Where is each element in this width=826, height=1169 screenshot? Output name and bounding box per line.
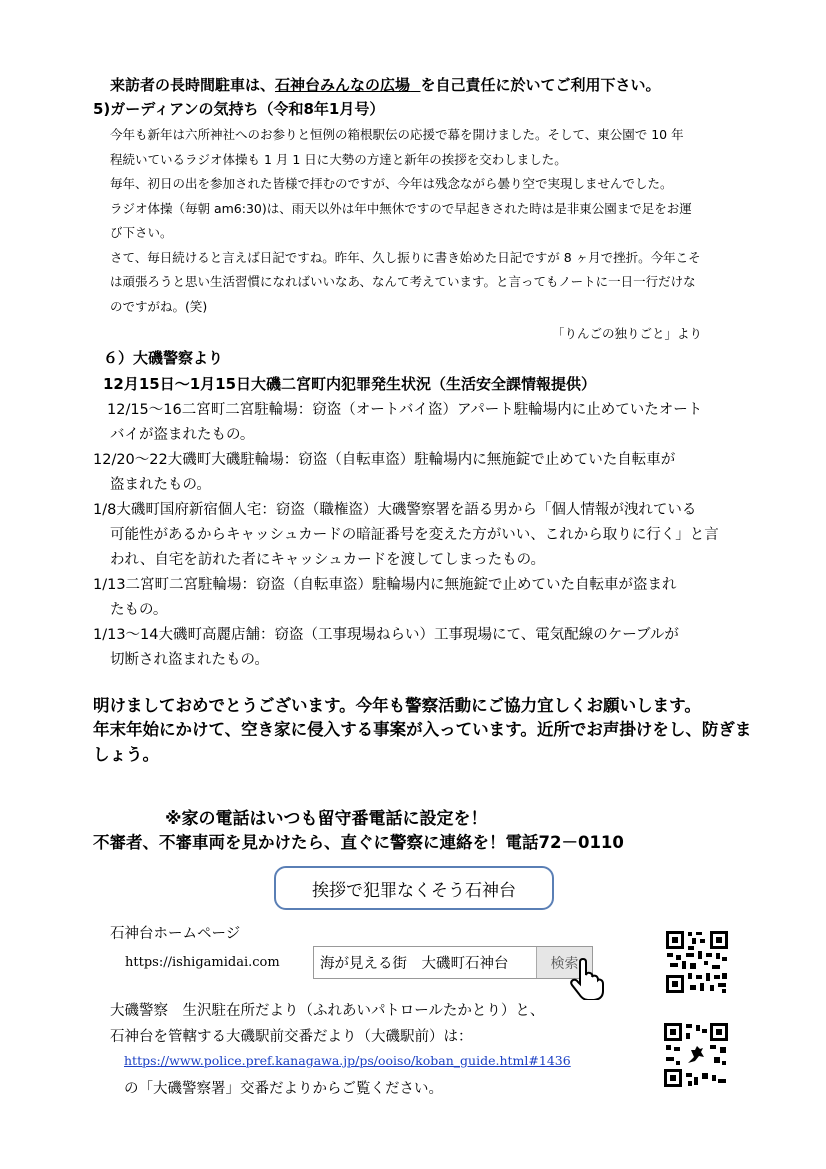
crime-line: われ、自宅を訪れた者にキャッシュカードを渡してしまったもの。 <box>110 552 545 568</box>
koban-guide-link[interactable]: https://www.police.pref.kanagawa.jp/ps/ooiso/koban_guide.html#1436 <box>124 1053 571 1068</box>
police-heading: ６）大磯警察より <box>103 349 224 367</box>
guardian-line: 毎年、初日の出を参加された皆様で拝むのですが、今年は残念ながら曇り空で実現しませんでした。 <box>110 176 673 191</box>
guardian-body <box>110 123 701 319</box>
crime-line: 切断され盗まれたもの。 <box>110 652 269 668</box>
guardian-signature: 「りんごの独りごと」より <box>552 326 703 341</box>
slogan-text: 挨拶で犯罪なくそう石神台 <box>312 880 516 901</box>
crime-line: 可能性があるからキャッシュカードの暗証番号を変えた方がいい、これから取りに行く」と言 <box>110 527 719 543</box>
guardian-heading: 5)ガーディアンの気持ち（令和8年1月号） <box>93 100 385 118</box>
police-subheading: 12月15日～1月15日大磯二宮町内犯罪発生状況（生活安全課情報提供） <box>103 375 597 393</box>
crime-line: 1/13～14大磯町高麗店舗：窃盗（工事現場ねらい）工事現場にて、電気配線のケーブルが <box>93 627 679 643</box>
parking-notice: 来訪者の長時間駐車は、石神台みんなの広場 を自己責任に於いてご利用下さい。 <box>110 76 661 94</box>
crime-line: バイが盗まれたもの。 <box>110 427 255 443</box>
guardian-line: 今年も新年は六所神社へのお参りと恒例の箱根駅伝の応援で幕を開けました。そして、東公園で 10 年 <box>110 127 684 142</box>
search-input[interactable] <box>313 946 593 979</box>
crime-line: 盗まれたもの。 <box>110 477 211 493</box>
homepage-qr-code <box>664 929 730 995</box>
search-text: 海が見える街 大磯町石神台 <box>320 956 509 972</box>
search-button[interactable]: 検索 <box>536 947 592 978</box>
homepage-url[interactable]: https://ishigamidai.com <box>125 955 280 970</box>
guardian-line: 程続いているラジオ体操も 1 月 1 日に大勢の方達と新年の挨拶を交わしました。 <box>110 151 567 167</box>
crime-line: 12/20～22大磯町大磯駐輪場：窃盗（自転車盗）駐輪場内に無施錠で止めていた自転車が <box>93 452 676 468</box>
koban-line: の「大磯警察署」交番だよりからご覧ください。 <box>124 1081 443 1097</box>
koban-qr-code <box>662 1021 730 1089</box>
guardian-line: は頑張ろうと思い生活習慣になればいいなあ、なんて考えています。と言ってもノートに一日一行だけな <box>110 274 696 289</box>
guardian-line: び下さい。 <box>110 225 173 240</box>
homepage-label: 石神台ホームページ <box>110 926 241 942</box>
koban-line: 大磯警察 生沢駐在所だより（ふれあいパトロールたかとり）と、 <box>110 1003 545 1019</box>
plaza-name: 石神台みんなの広場 <box>275 76 411 94</box>
report-suspicious-alert: 不審者、不審車両を見かけたら、直ぐに警察に連絡を！電話72－0110 <box>93 833 624 852</box>
police-message-line: 年末年始にかけて、空き家に侵入する事案が入っています。近所でお声掛けをし、防ぎましょう。 <box>93 720 752 764</box>
koban-line: 石神台を管轄する大磯駅前交番だより（大磯駅前）は： <box>110 1029 473 1045</box>
guardian-line: さて、毎日続けると言えば日記ですね。昨年、久し振りに書き始めた日記ですが 8 ヶ月で挫折。今年こそ <box>110 249 701 265</box>
crime-line: 1/13二宮町二宮駐輪場：窃盗（自転車盗）駐輪場内に無施錠で止めていた自転車が盗まれ <box>93 577 677 593</box>
crime-line: 1/8大磯町国府新宿個人宅：窃盗（職権盗）大磯警察署を語る男から「個人情報が洩れている <box>93 502 697 518</box>
crime-line: 12/15～16二宮町二宮駐輪場：窃盗（オートバイ盗）アパート駐輪場内に止めていたオート <box>107 402 703 418</box>
crime-line: たもの。 <box>110 602 168 618</box>
hand-pointer-icon <box>568 958 608 1000</box>
answering-machine-alert: ※家の電話はいつも留守番電話に設定を！ <box>165 809 488 829</box>
guardian-line: のですがね。(笑) <box>110 298 208 314</box>
guardian-line: ラジオ体操（毎朝 am6:30)は、雨天以外は年中無休ですので早起きされた時は是非東公園まで足をお運 <box>110 200 692 216</box>
police-message-line: 明けましておめでとうございます。今年も警察活動にご協力宜しくお願いします。 <box>93 696 701 715</box>
slogan-box <box>274 866 554 910</box>
